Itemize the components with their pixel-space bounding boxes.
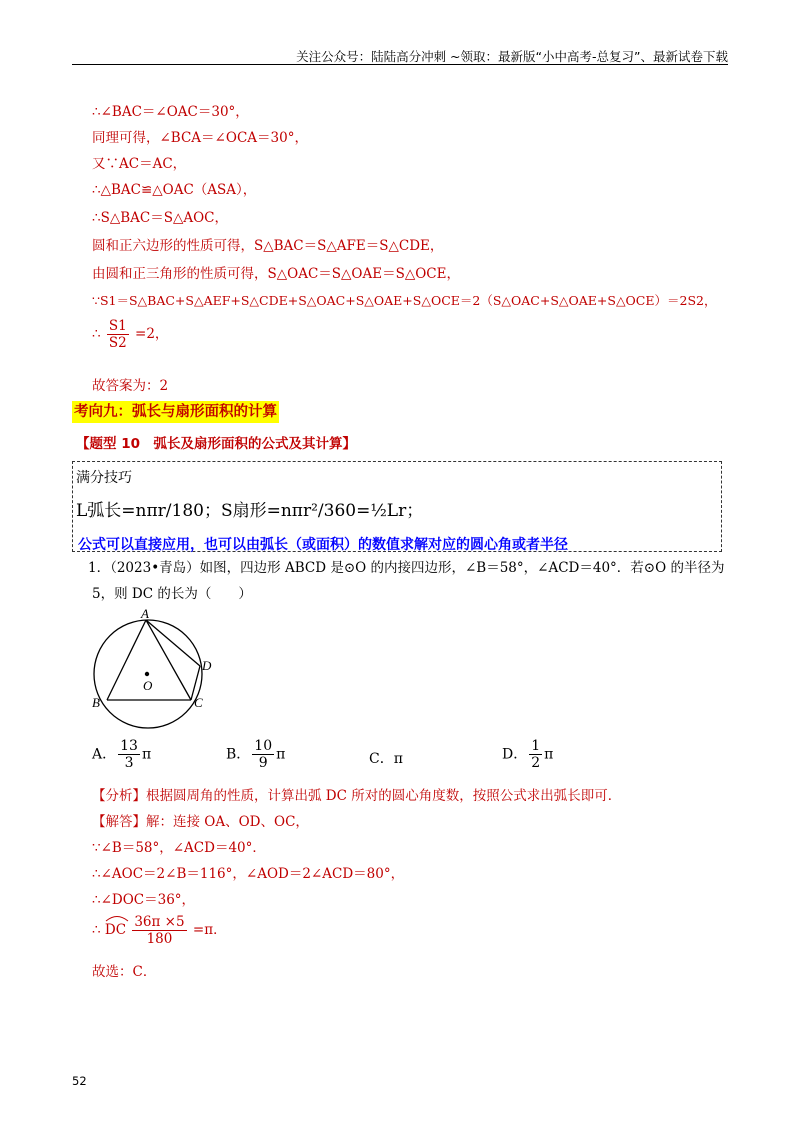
choice-a-den: 3 — [124, 755, 134, 771]
solution-step-1: ∵∠B＝58°，∠ACD＝40°． — [92, 840, 266, 856]
choice-a-num: 13 — [120, 738, 138, 754]
page-header: 关注公众号：陆陆高分冲刺 ~领取：最新版“小中高考-总复习”、最新试卷下载 — [296, 49, 728, 64]
solution-line-9 — [92, 318, 168, 351]
ratio-result: =2， — [135, 326, 169, 342]
solution-line-8: ∵S1＝S△BAC+S△AEF+S△CDE+S△OAC+S△OAE+S△OCE＝2（S△OAC+S△OAE+S△OCE）＝2S2， — [92, 293, 717, 308]
solution-line-2: 同理可得，∠BCA＝∠OCA＝30°， — [92, 130, 308, 146]
answer-line: 故答案为：2 — [92, 378, 169, 394]
solution-step-4 — [92, 914, 227, 947]
tips-formula: L弧长=nπr/180；S扇形=nπr²/360=½Lr； — [76, 501, 424, 521]
label-b: B — [92, 695, 100, 710]
analysis-line: 【分析】根据圆周角的性质，计算出弧 DC 所对的圆心角度数，按照公式求出弧长即可． — [92, 788, 622, 804]
arc-length-fraction — [132, 914, 186, 947]
solution-line-1: ∴∠BAC＝∠OAC＝30°， — [92, 104, 249, 120]
tips-title: 满分技巧 — [76, 470, 132, 486]
label-c: C — [194, 695, 203, 710]
center-point — [145, 672, 149, 676]
arc-mark-icon — [105, 914, 129, 922]
question-line-2: 5，则 DC 的长为（ ） — [92, 586, 252, 602]
label-a: A — [141, 608, 149, 621]
solution-line-4: ∴△BAC≌△OAC（ASA）， — [92, 182, 257, 198]
fraction-numerator: S1 — [108, 318, 127, 334]
solution-line-3: 又∵AC＝AC， — [92, 156, 187, 172]
choice-a-fraction — [118, 738, 140, 771]
solution-step-2: ∴∠AOC＝2∠B＝116°，∠AOD＝2∠ACD＝80°， — [92, 866, 405, 882]
choice-b-num: 10 — [254, 738, 273, 754]
problem-type-heading: 【题型 10 弧长及扇形面积的公式及其计算】 — [76, 436, 356, 452]
arc-fraction-den: 180 — [146, 931, 173, 947]
choice-c-pi: π — [393, 751, 403, 767]
choice-d-den: 2 — [531, 755, 541, 771]
arc-fraction-num: 36π ×5 — [134, 914, 185, 930]
choice-d[interactable] — [502, 738, 553, 771]
choice-a[interactable] — [92, 738, 151, 771]
segment-ab — [107, 620, 146, 700]
solution-line-6: 圆和正六边形的性质可得，S△BAC＝S△AFE＝S△CDE， — [92, 238, 444, 254]
arc-result: =π． — [192, 922, 227, 938]
choice-c-letter: C． — [369, 751, 394, 767]
ratio-fraction — [107, 318, 129, 351]
choice-d-fraction — [529, 738, 542, 771]
choice-d-num: 1 — [531, 738, 541, 754]
choice-b-letter: B． — [226, 746, 251, 763]
therefore-symbol: ∴ — [92, 326, 101, 342]
fraction-denominator: S2 — [108, 335, 127, 351]
tips-note: 公式可以直接应用，也可以由弧长（或面积）的数值求解对应的圆心角或者半径 — [78, 537, 568, 553]
solution-line-7: 由圆和正三角形的性质可得，S△OAC＝S△OAE＝S△OCE， — [92, 266, 460, 282]
arc-label: DC — [104, 922, 127, 938]
choice-a-pi: π — [141, 746, 152, 763]
segment-ac — [146, 620, 191, 700]
choice-d-pi: π — [544, 746, 554, 763]
choice-d-letter: D． — [502, 746, 528, 763]
label-o: O — [143, 678, 153, 693]
choice-b-pi: π — [276, 746, 286, 763]
choice-b-den: 9 — [258, 755, 268, 771]
solution-line-5: ∴S△BAC＝S△AOC， — [92, 210, 228, 226]
circle-figure — [88, 608, 228, 733]
answer-intro-line: 【解答】解：连接 OA、OD、OC， — [92, 814, 309, 830]
choice-a-letter: A． — [92, 746, 117, 763]
header-rule — [72, 64, 728, 65]
solution-step-3: ∴∠DOC＝36°， — [92, 892, 196, 908]
choice-b[interactable] — [226, 738, 285, 771]
choice-c[interactable] — [369, 748, 403, 768]
arc-dc — [105, 922, 126, 938]
final-choice: 故选：C． — [92, 964, 157, 980]
label-d: D — [202, 658, 212, 673]
question-line-1: 1．（2023•青岛）如图，四边形 ABCD 是⊙O 的内接四边形，∠B＝58°，∠ACD＝40°．若⊙O 的半径为 — [88, 560, 725, 576]
section-heading: 考向九：弧长与扇形面积的计算 — [72, 401, 279, 423]
page-number: 52 — [72, 1074, 87, 1088]
therefore-symbol-2: ∴ — [92, 922, 101, 938]
choice-b-fraction — [252, 738, 274, 771]
